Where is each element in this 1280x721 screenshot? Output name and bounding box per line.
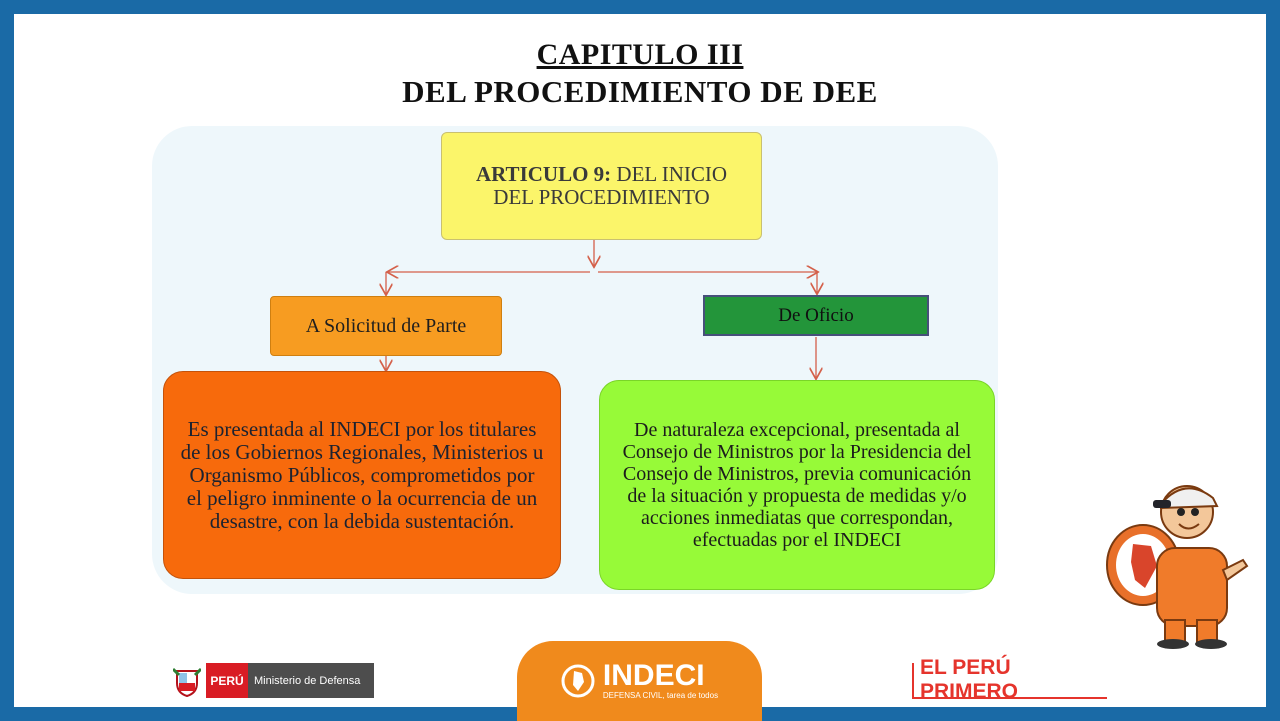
office-branch-label: De Oficio (778, 305, 854, 326)
ministry-name: Ministerio de Defensa (248, 663, 374, 698)
coat-of-arms-icon (172, 665, 202, 697)
request-detail-text: Es presentada al INDECI por los titulares de los Gobiernos Regionales, Ministerios u Organismo Públicos, comprometidos por el peligro inminente o la ocurrencia de un desastre, con la debida sustentación. (180, 416, 544, 533)
chapter-subtitle: DEL PROCEDIMIENTO DE DEE (402, 74, 878, 109)
indeci-logo (517, 641, 762, 721)
indeci-emblem-icon (561, 664, 595, 698)
request-branch-label: A Solicitud de Parte (305, 314, 467, 337)
request-branch-box (270, 296, 502, 356)
article-label: ARTICULO 9: (475, 162, 612, 186)
indeci-name: INDECI (602, 659, 705, 692)
office-detail-box (599, 380, 995, 590)
ministry-logo (172, 663, 374, 698)
peru-badge: PERÚ (206, 663, 248, 698)
article-title: DEL INICIO DEL PROCEDIMIENTO (493, 162, 728, 209)
chapter-title: CAPITULO III (536, 38, 744, 71)
office-detail-text: De naturaleza excepcional, presentada al Consejo de Ministros por la Presidencia del Consejo de Ministros, previa comunicación de la situación y propuesta de medidas y/o acciones inmediatas que correspondan, efectuadas por el INDECI (622, 419, 972, 551)
article-box (441, 132, 762, 240)
slogan-logo: EL PERÚ PRIMERO (912, 663, 1107, 699)
indeci-tagline: DEFENSA CIVIL, tarea de todos (602, 691, 719, 700)
mascot-illustration (1095, 470, 1255, 650)
office-branch-box (703, 295, 929, 336)
request-detail-box (163, 371, 561, 579)
